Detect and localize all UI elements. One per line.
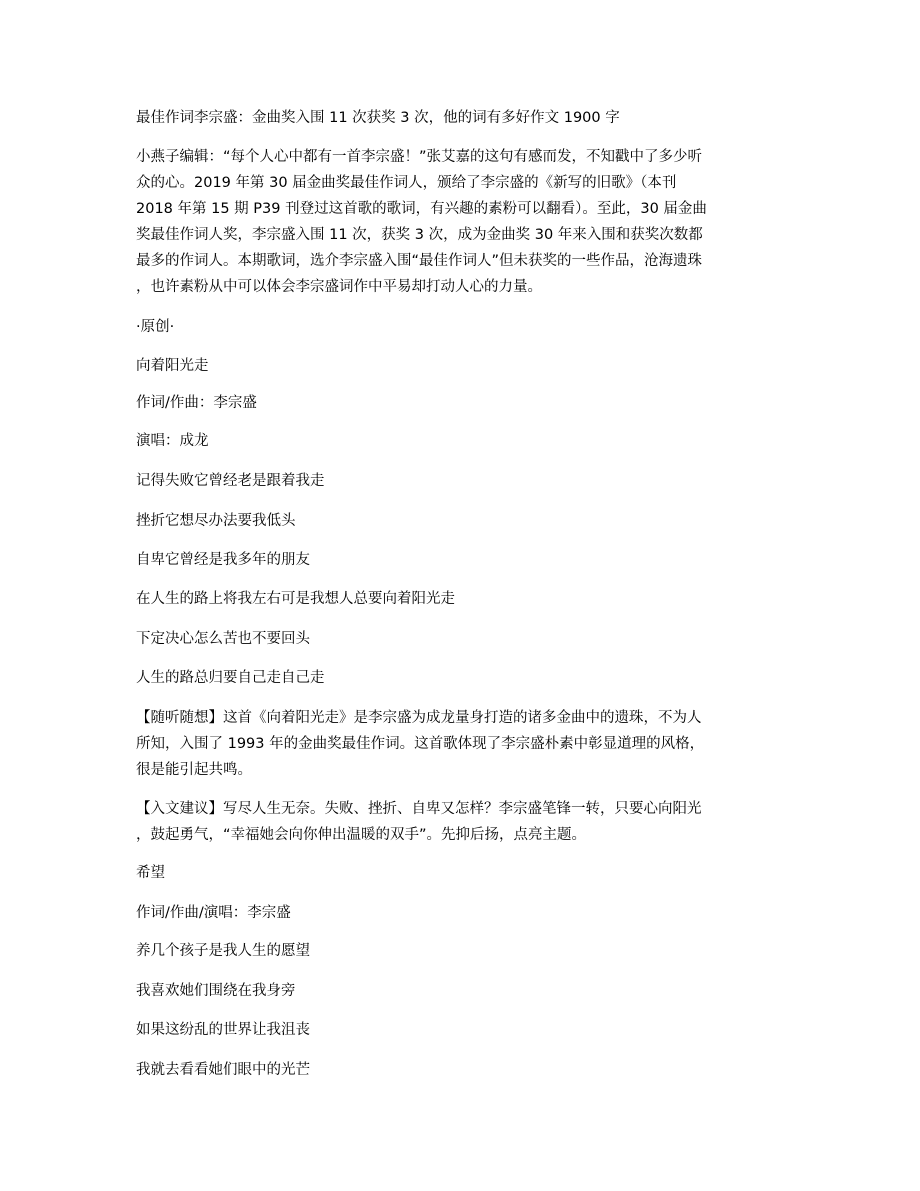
lyric-line: 下定决心怎么苦也不要回头 [136,631,310,647]
article-title [136,105,796,131]
intro-paragraph [136,144,796,300]
section-label: ·原创· [136,319,175,335]
text-line: 【随听随想】这首《向着阳光走》是李宗盛为成龙量身打造的诸多金曲中的遗珠，不为人 [136,710,702,726]
text-line: ，也许素粉从中可以体会李宗盛词作中平易却打动人心的力量。 [136,279,542,295]
song-credits: 作词/作曲/演唱：李宗盛 [136,905,291,921]
lyric-line: 在人生的路上将我左右可是我想人总要向着阳光走 [136,591,455,607]
text-line: 小燕子编辑：“每个人心中都有一首李宗盛！”张艾嘉的这句有感而发，不知戳中了多少听 [136,149,703,165]
song-title: 向着阳光走 [136,358,209,374]
lyric-line: 记得失败它曾经老是跟着我走 [136,473,325,489]
lyric-line: 如果这纷乱的世界让我沮丧 [136,1022,310,1038]
title-text: 最佳作词李宗盛：金曲奖入围 11 次获奖 3 次，他的词有多好作文 1900 字 [136,110,620,126]
lyric-line: 养几个孩子是我人生的愿望 [136,943,310,959]
text-line: 【入文建议】写尽人生无奈。失败、挫折、自卑又怎样？李宗盛笔锋一转，只要心向阳光 [136,801,702,817]
listening-note [136,705,796,783]
writing-advice [136,796,796,848]
lyric-line: 自卑它曾经是我多年的朋友 [136,552,310,568]
text-line: 众的心。2019 年第 30 届金曲奖最佳作词人，颁给了李宗盛的《新写的旧歌》（本刊 [136,175,677,191]
lyric-line: 挫折它想尽办法要我低头 [136,513,296,529]
lyric-line: 人生的路总归要自己走自己走 [136,670,325,686]
song-singer: 演唱：成龙 [136,433,209,449]
text-line: 2018 年第 15 期 P39 刊登过这首歌的歌词，有兴趣的素粉可以翻看）。至此，30 届金曲 [136,201,707,217]
text-line: 奖最佳作词人奖，李宗盛入围 11 次，获奖 3 次，成为金曲奖 30 年来入围和获奖次数都 [136,227,703,243]
text-line: 所知，入围了 1993 年的金曲奖最佳作词。这首歌体现了李宗盛朴素中彰显道理的风格， [136,736,705,752]
lyric-line: 我喜欢她们围绕在我身旁 [136,983,296,999]
song-title: 希望 [136,865,165,881]
text-line: ，鼓起勇气，“幸福她会向你伸出温暖的双手”。先抑后扬，点亮主题。 [136,827,587,843]
song-credits: 作词/作曲：李宗盛 [136,395,257,411]
lyric-line: 我就去看看她们眼中的光芒 [136,1062,310,1078]
text-line: 很是能引起共鸣。 [136,762,252,778]
text-line: 最多的作词人。本期歌词，选介李宗盛入围“最佳作词人”但未获奖的一些作品，沧海遗珠 [136,253,703,269]
